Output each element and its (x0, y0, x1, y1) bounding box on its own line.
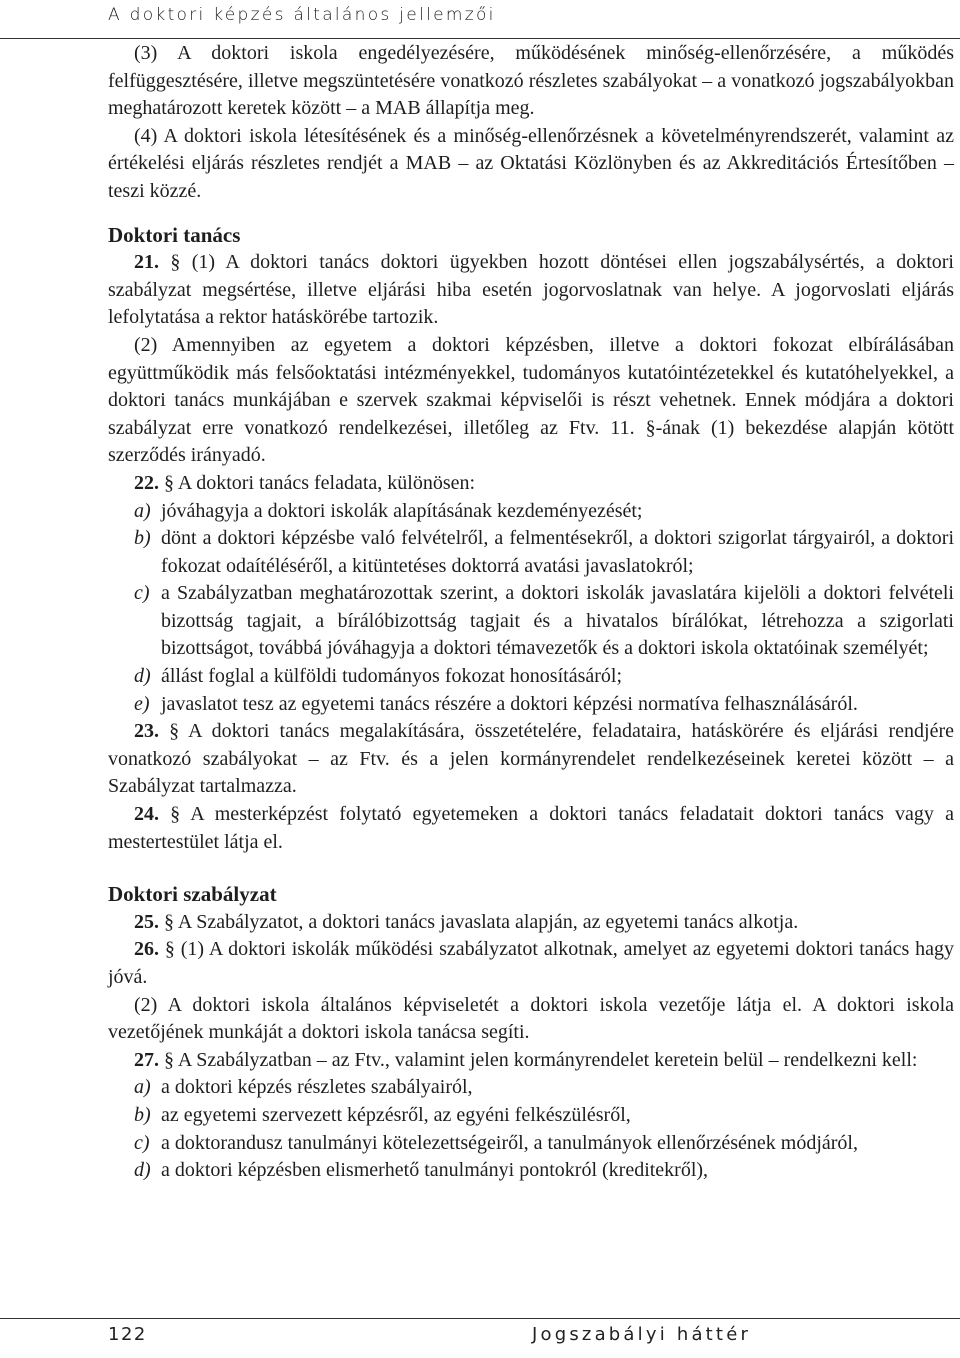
list-item (108, 663, 954, 691)
section-number: 26. (134, 938, 159, 961)
section-text: § (1) A doktori tanács doktori ügyekben hozott döntései ellen jogszabálysértés, a doktori szabályzat megsértése, illetve eljárási hiba esetén jogorvoslatnak van helye. A jogorvoslati eljárás lefolytatása a rektor hatáskörébe tartozik. (108, 251, 954, 329)
list-item-text: javaslatot tesz az egyetemi tanács részére a doktori képzési normatíva felhasználásáról. (161, 692, 858, 715)
section-27-intro (108, 1047, 954, 1075)
section-26-paragraph-2: (2) A doktori iskola általános képviseletét a doktori iskola vezetője látja el. A doktori iskola vezetőjének munkáját a doktori iskola tanácsa segíti. (108, 993, 954, 1044)
section-number: 24. (134, 803, 159, 826)
section-text: § A Szabályzatban – az Ftv., valamint jelen kormányrendelet keretein belül – rendelkezni kell: (159, 1048, 918, 1071)
list-item (108, 1074, 954, 1102)
section-number: 25. (134, 910, 159, 933)
list-item-marker: c) (134, 582, 150, 605)
paragraph-4: (4) A doktori iskola létesítésének és a minőség-ellenőrzésnek a követelményrendszerét, valamint az értékelési eljárás részletes rendjét a MAB – az Oktatási Közlönyben és az Akkreditációs Értesítőben – teszi közzé. (108, 124, 954, 202)
section-heading-doktori-tanacs: Doktori tanács (108, 222, 241, 247)
section-23-paragraph (108, 718, 954, 801)
list-item (108, 525, 954, 580)
list-item (108, 1102, 954, 1130)
list-item (108, 1130, 954, 1158)
list-item-text: jóváhagyja a doktori iskolák alapításának kezdeményezését; (161, 499, 643, 522)
list-item (108, 691, 954, 719)
list-item-marker: c) (134, 1131, 150, 1154)
section-26-paragraph-1 (108, 936, 954, 991)
section-number: 21. (134, 251, 159, 274)
list-item-marker: a) (134, 499, 151, 522)
list-item-text: a doktori képzés részletes szabályairól, (161, 1076, 473, 1099)
list-item-marker: b) (134, 1103, 151, 1126)
footer-rule (0, 1318, 960, 1319)
running-footer-title: Jogszabályi háttér (532, 1324, 752, 1345)
list-item (108, 580, 954, 663)
page-header (0, 0, 960, 42)
section-number: 22. (134, 471, 159, 494)
list-item-text: állást foglal a külföldi tudományos fokozat honosításáról; (161, 665, 623, 688)
section-25-paragraph (108, 909, 954, 937)
section-21-paragraph-1 (108, 249, 954, 332)
section-text: § (1) A doktori iskolák működési szabályzatot alkotnak, amelyet az egyetemi doktori tanács hagy jóvá. (108, 938, 954, 988)
list-item-marker: d) (134, 665, 151, 688)
list-item-text: az egyetemi szervezett képzésről, az egyéni felkészülésről, (161, 1103, 631, 1126)
list-item-text: dönt a doktori képzésbe való felvételről, a felmentésekről, a doktori szigorlat tárgyairól, a doktori fokozat odaítéléséről, a kitüntetéses doktorrá avatási javaslatokról; (161, 527, 954, 577)
section-21-paragraph-2: (2) Amennyiben az egyetem a doktori képzésben, illetve a doktori fokozat elbírálásában együttműködik más felsőoktatási intézményekkel, tudományos kutatóintézetekkel és kutatóhelyekkel, a doktori tanács munkájában e szervek szakmai képviselői is részt vehetnek. Ennek módjára a doktori szabályzat erre vonatkozó rendelkezései, illetőleg az Ftv. 11. §-ának (1) bekezdése alapján kötött szerződés irányadó. (108, 333, 954, 467)
section-24-paragraph (108, 801, 954, 856)
page-footer (0, 1318, 960, 1358)
section-text: § A Szabályzatot, a doktori tanács javaslata alapján, az egyetemi tanács alkotja. (159, 910, 799, 933)
section-text: § A doktori tanács megalakítására, összetételére, feladataira, hatáskörére és eljárási rendjére vonatkozó szabályokat – az Ftv. és a jelen kormányrendelet rendelkezéseinek keretei között – a Szabályzat tartalmazza. (108, 720, 954, 798)
list-item-marker: a) (134, 1076, 151, 1099)
section-heading-doktori-szabalyzat: Doktori szabályzat (108, 882, 277, 907)
section-text: § A doktori tanács feladata, különösen: (159, 471, 476, 494)
list-item (108, 1157, 954, 1185)
list-item-marker: e) (134, 692, 150, 715)
section-number: 27. (134, 1048, 159, 1071)
section-27-list (108, 1074, 954, 1184)
section-22-intro (108, 470, 954, 498)
list-item-marker: b) (134, 527, 151, 550)
section-text: § A mesterképzést folytató egyetemeken a doktori tanács feladatait doktori tanács vagy a mestertestület látja el. (108, 803, 954, 853)
page-number: 122 (108, 1324, 147, 1345)
list-item-text: a doktori képzésben elismerhető tanulmányi pontokról (kreditekről), (161, 1159, 709, 1182)
section-22-list (108, 498, 954, 719)
list-item-marker: d) (134, 1159, 151, 1182)
list-item (108, 498, 954, 526)
list-item-text: a doktorandusz tanulmányi kötelezettségeiről, a tanulmányok ellenőrzésének módjáról, (161, 1131, 858, 1154)
page-body (108, 38, 954, 1185)
section-number: 23. (134, 720, 159, 743)
list-item-text: a Szabályzatban meghatározottak szerint, a doktori iskolák javaslatára kijelöli a doktori felvételi bizottság tagjait, a bírálóbizottság tagjait és a hivatalos bírálókat, létrehozza a szigorlati bizottságot, továbbá jóváhagyja a doktori témavezetők és a doktori iskola oktatóinak személyét; (161, 582, 954, 660)
paragraph-3: (3) A doktori iskola engedélyezésére, működésének minőség-ellenőrzésére, a működés felfüggesztésére, illetve megszüntetésére vonatkozó részletes szabályokat – a vonatkozó jogszabályokban meghatározott keretek között – a MAB állapítja meg. (108, 42, 954, 120)
running-header-title: A doktori képzés általános jellemzői (108, 5, 496, 25)
